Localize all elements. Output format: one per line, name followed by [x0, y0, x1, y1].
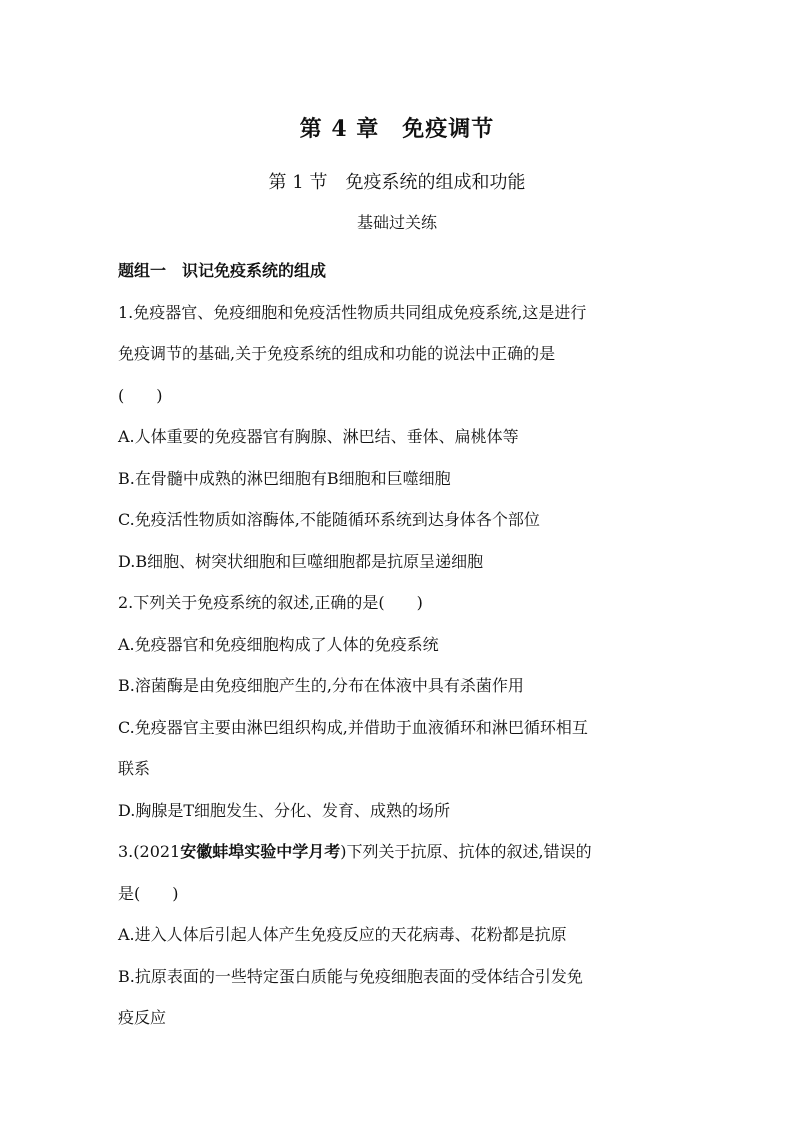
section-title: 第 1 节 免疫系统的组成和功能: [268, 172, 526, 193]
question-3-stem-line-2: 是( ): [118, 883, 179, 903]
question-1-option-a: A.人体重要的免疫器官有胸腺、淋巴结、垂体、扁桃体等: [118, 427, 519, 446]
question-1-option-c: C.免疫活性物质如溶酶体,不能随循环系统到达身体各个部位: [118, 510, 540, 529]
question-3-stem-rest: )下列关于抗原、抗体的叙述,错误的: [340, 842, 592, 861]
question-1-stem-line-1: 1.免疫器官、免疫细胞和免疫活性物质共同组成免疫系统,这是进行: [118, 302, 587, 322]
question-2-option-a: A.免疫器官和免疫细胞构成了人体的免疫系统: [118, 634, 439, 654]
question-1-option-b: B.在骨髓中成熟的淋巴细胞有B细胞和巨噬细胞: [118, 468, 451, 488]
question-2-option-b: B.溶菌酶是由免疫细胞产生的,分布在体液中具有杀菌作用: [118, 676, 524, 695]
question-2-option-d: D.胸腺是T细胞发生、分化、发育、成熟的场所: [118, 800, 451, 820]
question-3-source: 安徽蚌埠实验中学月考: [180, 842, 341, 861]
question-3-option-b-line-2: 疫反应: [118, 1008, 167, 1027]
question-2-stem: 2.下列关于免疫系统的叙述,正确的是( ): [118, 593, 423, 612]
exercise-subtitle: 基础过关练: [356, 213, 437, 232]
question-2-option-c-line-1: C.免疫器官主要由淋巴组织构成,并借助于血液循环和淋巴循环相互: [118, 717, 588, 737]
question-1-answer-blank: ( ): [118, 385, 163, 405]
question-3-option-b-line-1: B.抗原表面的一些特定蛋白质能与免疫细胞表面的受体结合引发免: [118, 966, 583, 986]
question-content: [118, 250, 678, 1039]
question-3-prefix: 3.(2021: [118, 842, 181, 861]
question-1-stem-line-2: 免疫调节的基础,关于免疫系统的组成和功能的说法中正确的是: [118, 344, 556, 363]
group-heading: 题组一 识记免疫系统的组成: [118, 261, 327, 280]
chapter-title: 第 4 章 免疫调节: [299, 116, 495, 142]
question-2-option-c-line-2: 联系: [118, 759, 151, 778]
question-3-option-a: A.进入人体后引起人体产生免疫反应的天花病毒、花粉都是抗原: [118, 925, 567, 944]
question-1-option-d: D.B细胞、树突状细胞和巨噬细胞都是抗原呈递细胞: [118, 551, 484, 571]
question-3-stem-line-1: [118, 831, 678, 873]
